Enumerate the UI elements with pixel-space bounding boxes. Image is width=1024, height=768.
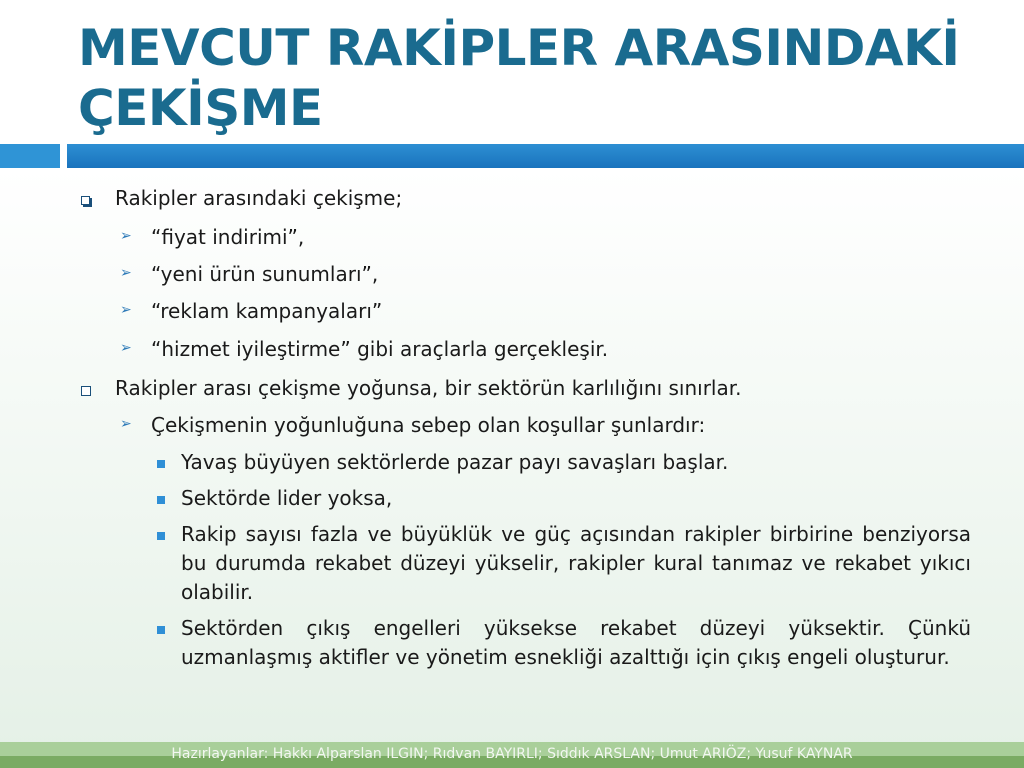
bullet-item: “reklam kampanyaları” bbox=[151, 299, 383, 323]
bullet-item: Çekişmenin yoğunluğuna sebep olan koşullar şunlardır: bbox=[151, 413, 706, 437]
arrow-bullet-icon: ➢ bbox=[120, 302, 132, 318]
bullet-item: Sektörden çıkış engelleri yüksekse rekabet düzeyi yüksektir. Çünkü uzmanlaşmış aktifler ve yönetim esnekliği azalttığı için çıkış engeli oluşturur. bbox=[181, 616, 971, 669]
arrow-bullet-icon: ➢ bbox=[120, 228, 132, 244]
bullet-item: Rakip sayısı fazla ve büyüklük ve güç açısından rakipler birbirine benziyorsa bu durumda rekabet düzeyi yükselir, rakipler kural tanımaz ve rekabet yıkıcı olabilir. bbox=[181, 522, 971, 604]
slide-title-line1: MEVCUT RAKİPLER ARASINDAKİ bbox=[78, 19, 960, 77]
arrow-bullet-icon: ➢ bbox=[120, 416, 132, 432]
bullet-item: “yeni ürün sunumları”, bbox=[151, 262, 379, 286]
hollow-square-bullet-icon bbox=[81, 196, 90, 205]
filled-square-bullet-icon bbox=[157, 496, 165, 504]
bullet-item: Yavaş büyüyen sektörlerde pazar payı savaşları başlar. bbox=[181, 450, 729, 474]
bullet-item: Rakipler arasındaki çekişme; bbox=[115, 186, 403, 210]
slide-title-line2: ÇEKİŞME bbox=[78, 79, 323, 137]
title-accent-bar bbox=[67, 144, 1024, 168]
bullet-item: “hizmet iyileştirme” gibi araçlarla gerçekleşir. bbox=[151, 337, 609, 361]
arrow-bullet-icon: ➢ bbox=[120, 340, 132, 356]
bullet-item: Sektörde lider yoksa, bbox=[181, 486, 393, 510]
arrow-bullet-icon: ➢ bbox=[120, 265, 132, 281]
slide-title bbox=[78, 18, 978, 138]
filled-square-bullet-icon bbox=[157, 460, 165, 468]
filled-square-bullet-icon bbox=[157, 626, 165, 634]
filled-square-bullet-icon bbox=[157, 532, 165, 540]
title-accent-bar-left bbox=[0, 144, 60, 168]
footer-credits: Hazırlayanlar: Hakkı Alparslan ILGIN; Rıdvan BAYIRLI; Sıddık ARSLAN; Umut ARIÖZ; Yusuf KAYNAR bbox=[171, 746, 853, 762]
bullet-item: Rakipler arası çekişme yoğunsa, bir sektörün karlılığını sınırlar. bbox=[115, 376, 742, 400]
hollow-square-bullet-icon bbox=[81, 386, 91, 396]
bullet-item: “fiyat indirimi”, bbox=[151, 225, 305, 249]
